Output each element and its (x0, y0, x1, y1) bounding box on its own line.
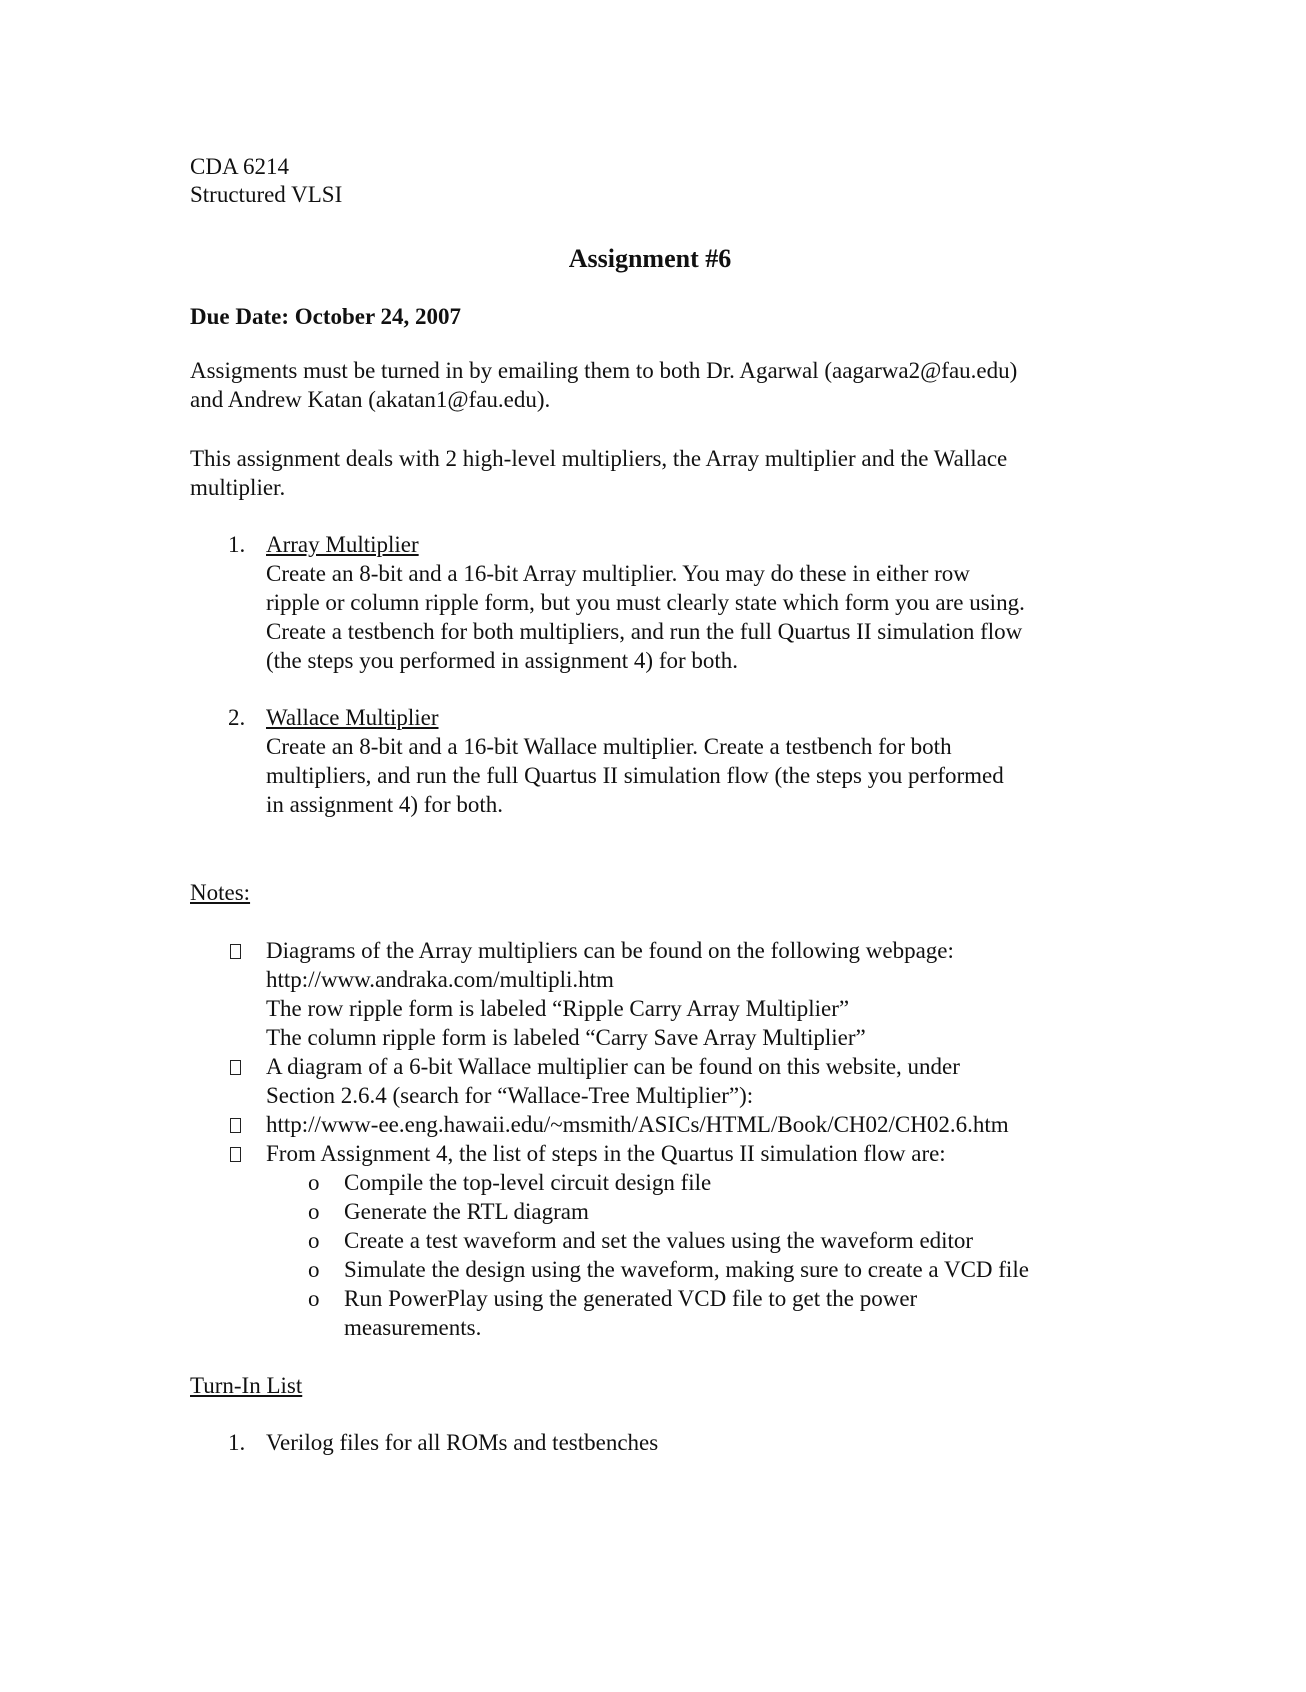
task-line: in assignment 4) for both. (266, 792, 503, 817)
task-heading: Array Multiplier (266, 532, 419, 557)
submission-text-line-1: Assigments must be turned in by emailing them to both Dr. Agarwal (aagarwa2@fau.edu) (190, 358, 1018, 383)
note-line: Diagrams of the Array multipliers can be found on the following webpage: (266, 938, 954, 963)
task-line: (the steps you performed in assignment 4) for both. (266, 648, 739, 673)
task-line: Create a testbench for both multipliers, and run the full Quartus II simulation flow (266, 619, 1023, 644)
sub-step: Simulate the design using the waveform, making sure to create a VCD file (344, 1257, 1029, 1282)
turn-in-number: 1. (228, 1430, 246, 1455)
sub-step: Generate the RTL diagram (344, 1199, 589, 1224)
note-simulation-flow (266, 1139, 946, 1168)
note-line: Section 2.6.4 (search for “Wallace-Tree Multiplier”): (266, 1083, 754, 1108)
assignment-title: Assignment #6 (568, 244, 732, 273)
bullet-box-icon (230, 1147, 241, 1162)
note-wallace-link (266, 1110, 1009, 1139)
sub-bullet-marker: o (308, 1199, 320, 1224)
note-line: From Assignment 4, the list of steps in the Quartus II simulation flow are: (266, 1141, 946, 1166)
note-line: A diagram of a 6-bit Wallace multiplier can be found on this website, under (266, 1054, 960, 1079)
note-link[interactable]: http://www.andraka.com/multipli.htm (266, 967, 614, 992)
topic-text-line-2: multiplier. (190, 475, 286, 500)
course-name: Structured VLSI (190, 182, 343, 207)
sub-bullet-marker: o (308, 1228, 320, 1253)
note-wallace-diagram (266, 1052, 960, 1110)
task-line: multipliers, and run the full Quartus II simulation flow (the steps you performed (266, 763, 1004, 788)
sub-bullet-marker: o (308, 1286, 320, 1311)
sub-bullet-marker: o (308, 1257, 320, 1282)
submission-text-line-2: and Andrew Katan (akatan1@fau.edu). (190, 387, 551, 412)
task-number: 1. (228, 532, 246, 557)
bullet-box-icon (230, 944, 241, 959)
due-date: Due Date: October 24, 2007 (190, 304, 462, 329)
task-number: 2. (228, 705, 246, 730)
sub-step: Compile the top-level circuit design file (344, 1170, 712, 1195)
sub-step-continuation: measurements. (344, 1315, 482, 1340)
topic-text-line-1: This assignment deals with 2 high-level multipliers, the Array multiplier and the Wallace (190, 446, 1008, 471)
course-code: CDA 6214 (190, 154, 290, 179)
note-line: The column ripple form is labeled “Carry Save Array Multiplier” (266, 1025, 866, 1050)
bullet-box-icon (230, 1118, 241, 1133)
note-link[interactable]: http://www-ee.eng.hawaii.edu/~msmith/ASICs/HTML/Book/CH02/CH02.6.htm (266, 1112, 1009, 1137)
bullet-box-icon (230, 1060, 241, 1075)
note-array-diagrams (266, 936, 954, 1052)
notes-heading: Notes: (190, 880, 251, 905)
sub-step: Create a test waveform and set the values using the waveform editor (344, 1228, 974, 1253)
task-heading: Wallace Multiplier (266, 705, 439, 730)
note-line: The row ripple form is labeled “Ripple Carry Array Multiplier” (266, 996, 850, 1021)
task-line: ripple or column ripple form, but you must clearly state which form you are using. (266, 590, 1025, 615)
sub-bullet-marker: o (308, 1170, 320, 1195)
task-line: Create an 8-bit and a 16-bit Array multiplier. You may do these in either row (266, 561, 970, 586)
turn-in-heading: Turn-In List (190, 1373, 303, 1398)
sub-step: Run PowerPlay using the generated VCD file to get the power (344, 1286, 918, 1311)
turn-in-text: Verilog files for all ROMs and testbenches (266, 1430, 659, 1455)
task-line: Create an 8-bit and a 16-bit Wallace multiplier. Create a testbench for both (266, 734, 952, 759)
